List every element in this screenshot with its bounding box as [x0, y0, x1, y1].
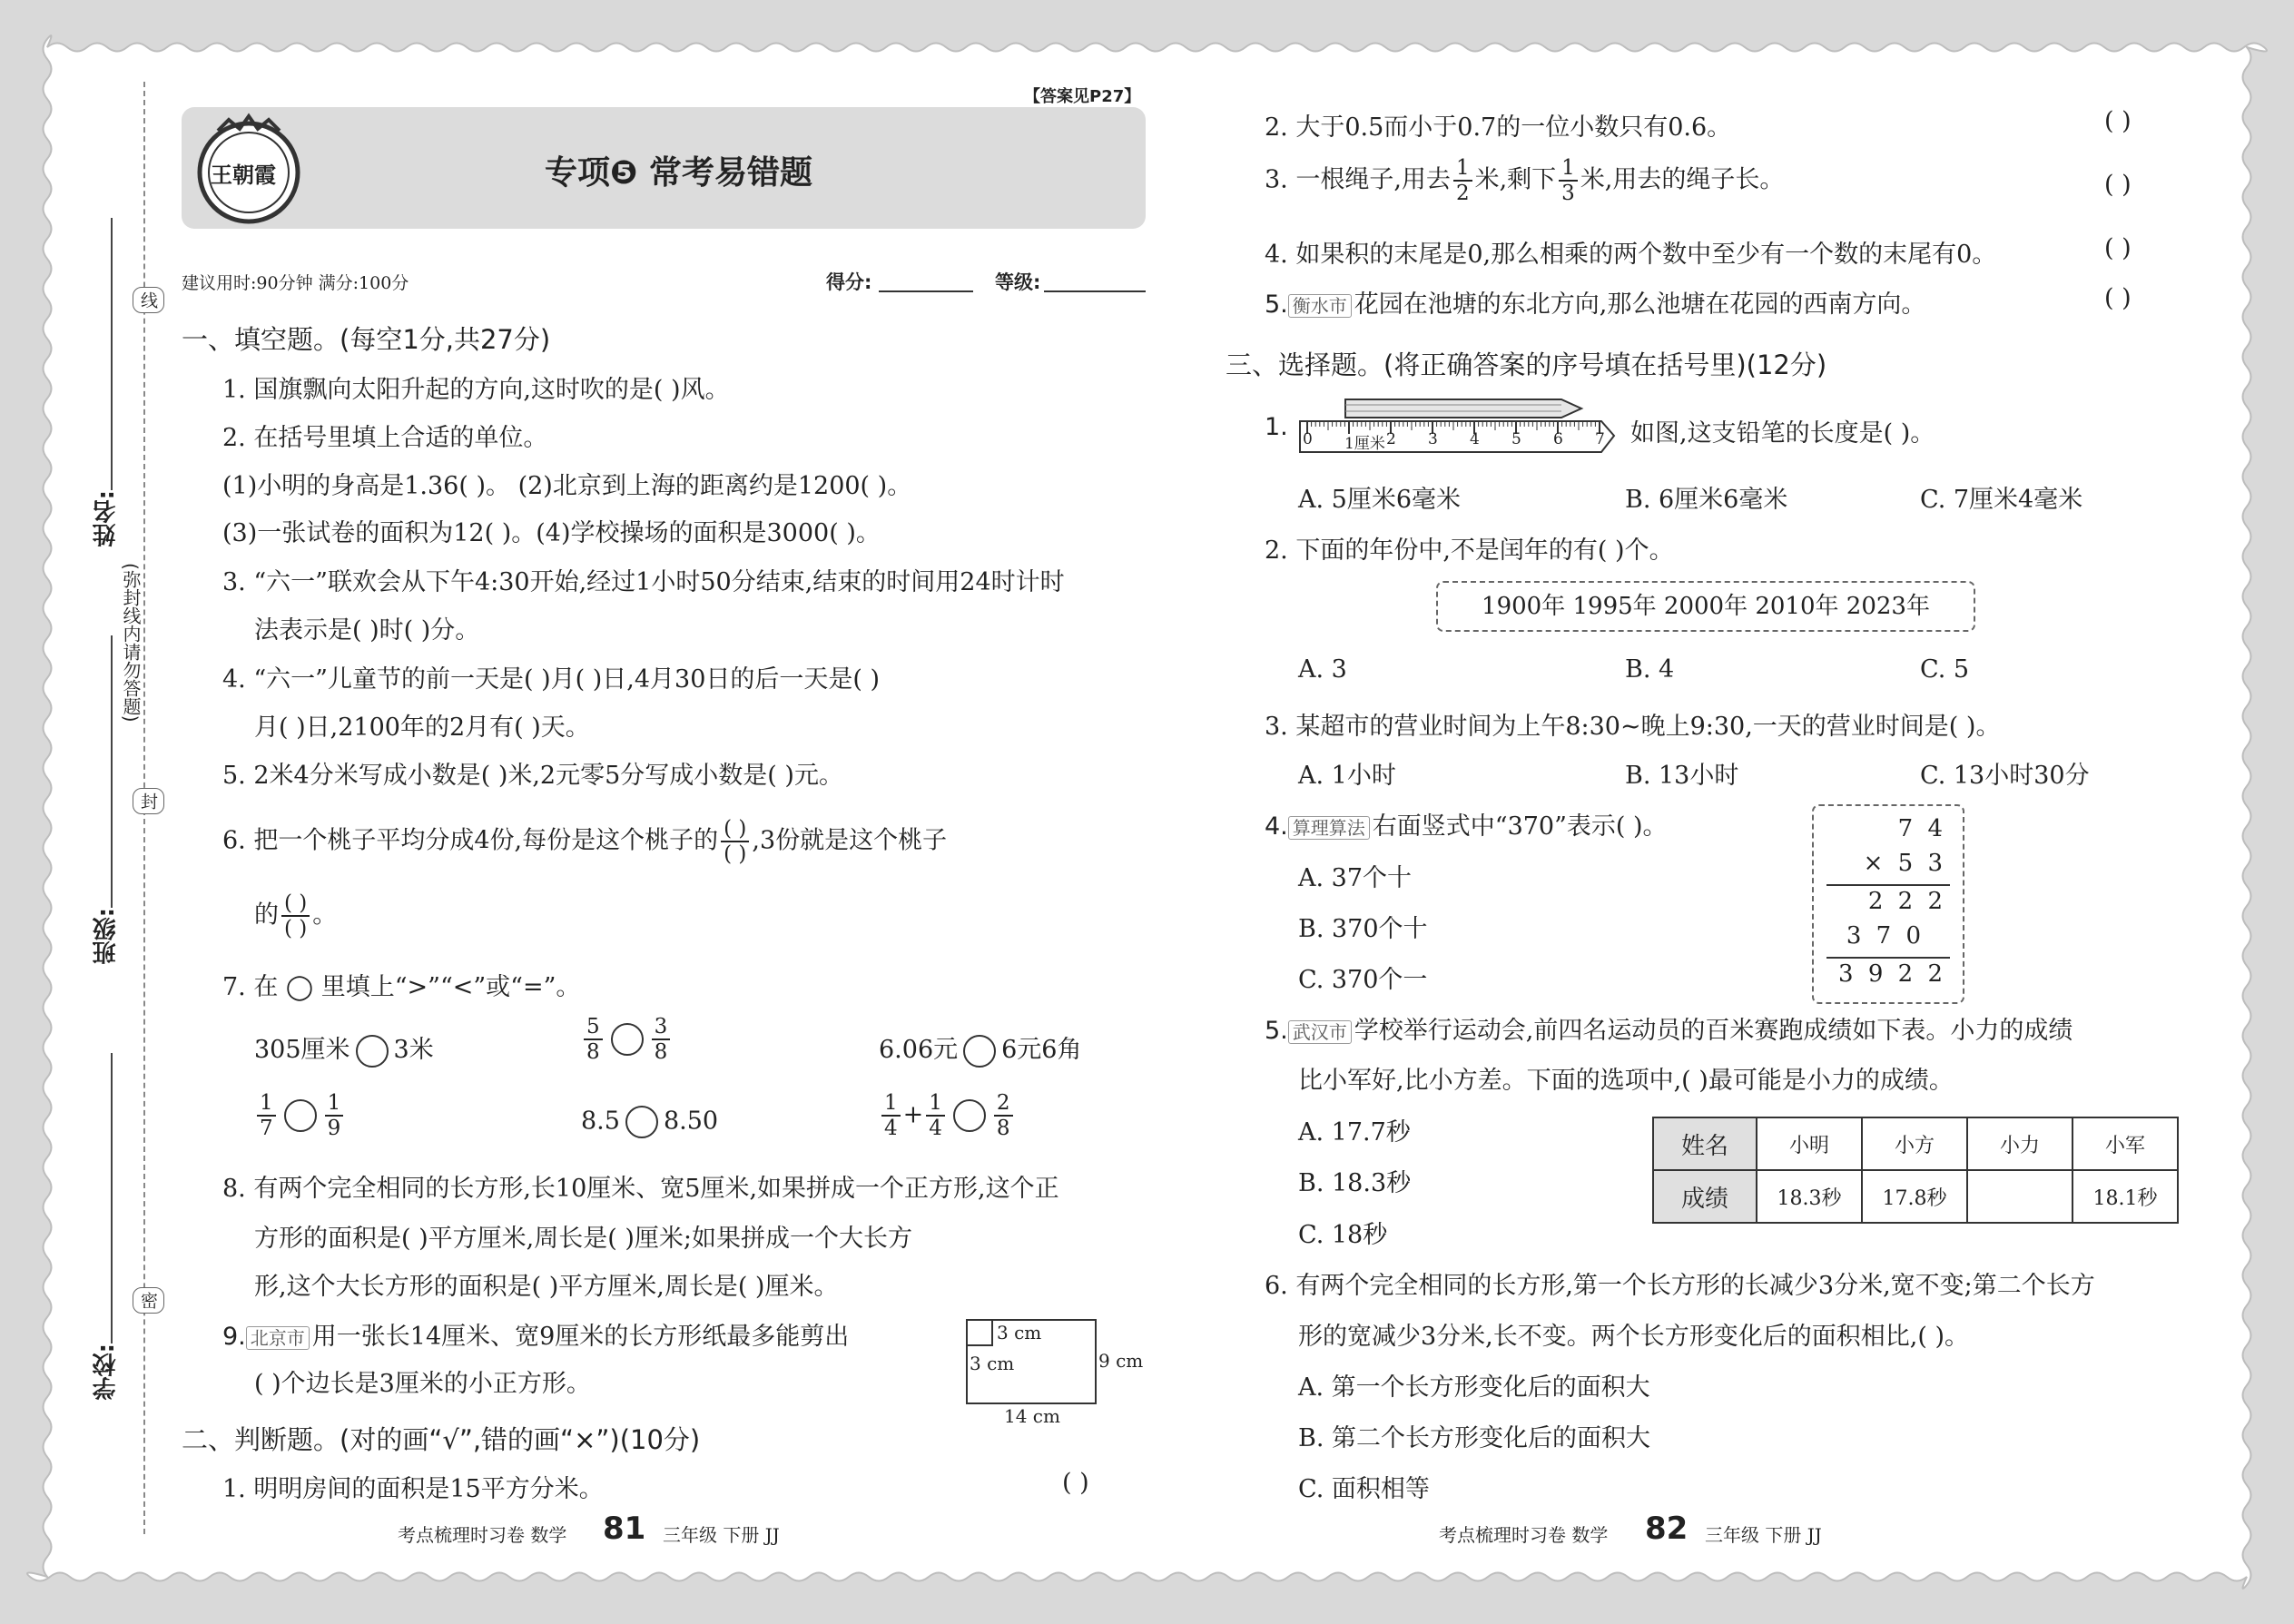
fig-14cm: 14 cm: [1004, 1405, 1060, 1427]
frac-den: ( ): [284, 917, 308, 940]
grade-label: 等级:: [995, 271, 1041, 293]
compare-circle[interactable]: [356, 1035, 389, 1068]
s3-q6-opt-c[interactable]: C. 面积相等: [1298, 1475, 1430, 1503]
s3-q5-text: 学校举行运动会,前四名运动员的百米赛跑成绩如下表。小力的成绩: [1354, 1017, 2073, 1045]
compare-circle[interactable]: [284, 1099, 317, 1132]
cmp-right: 8.50: [663, 1107, 719, 1136]
cmp-left: 6.06元: [879, 1036, 959, 1064]
s2-q3-text: 3. 一根绳子,用去: [1265, 165, 1451, 194]
s1-q8-c: 形,这个大长方形的面积是( )平方厘米,周长是( )厘米。: [254, 1273, 839, 1301]
s1-q9-a: [222, 1316, 849, 1352]
answer-paren[interactable]: ( ): [1062, 1469, 1089, 1497]
vertical-multiplication: [1812, 804, 1964, 1004]
q-number: 9.: [222, 1323, 246, 1351]
logo-text: 王朝霞: [211, 162, 276, 188]
s3-q5-a: [1265, 1010, 2072, 1046]
cmp-left: 8.5: [581, 1107, 620, 1136]
s3-q4-opt-a[interactable]: A. 37个十: [1298, 864, 1413, 892]
compare-circle[interactable]: [963, 1035, 996, 1068]
score-field[interactable]: [879, 290, 973, 292]
footer-book: 考点梳理时习卷 数学: [1439, 1524, 1609, 1546]
s1-q3-a: 3. “六一”联欢会从下午4:30开始,经过1小时50分结束,结束的时间用24时计时: [222, 568, 1065, 596]
vm-row4: 3 7 0: [1846, 922, 1925, 950]
page-title: 专项❺ 常考易错题: [545, 154, 813, 192]
s3-q3-opt-c[interactable]: C. 13小时30分: [1920, 762, 2090, 790]
s1-q6-c: 的 $\frac{( )}{( )}$ 。: [254, 891, 338, 940]
s1-q1: 1. 国旗飘向太阳升起的方向,这时吹的是( )风。: [222, 376, 730, 404]
page-number: 81: [603, 1511, 646, 1547]
score-label: 得分:: [826, 271, 872, 293]
table-cell: 小力: [1967, 1117, 2072, 1170]
s3-q1-opt-a[interactable]: A. 5厘米6毫米: [1298, 486, 1462, 514]
frac-num: 1: [1453, 156, 1472, 182]
s1-q2-a: (1)小明的身高是1.36( )。 (2)北京到上海的距离约是1200( )。: [222, 472, 912, 500]
q-number: 5.: [1265, 1017, 1288, 1045]
s3-q4-opt-b[interactable]: B. 370个十: [1298, 915, 1428, 943]
frac-den: 3: [1561, 182, 1575, 205]
class-field[interactable]: [111, 635, 113, 908]
vm-row3: 2 2 2: [1867, 888, 1946, 915]
ruler-tick-label: 1厘米: [1344, 435, 1385, 453]
vm-line2: [1826, 957, 1950, 959]
name-label: 姓名:: [93, 490, 120, 547]
s3-q2-opt-b[interactable]: B. 4: [1625, 655, 1675, 684]
plus-sign: +: [902, 1100, 924, 1129]
fig-3cm-top: 3 cm: [997, 1322, 1042, 1343]
frac-num: ( ): [721, 817, 749, 842]
table-cell: 18.1秒: [2072, 1170, 2178, 1223]
s3-q5-opt-b[interactable]: B. 18.3秒: [1298, 1169, 1412, 1197]
footer-grade: 三年级 下册 JJ: [1705, 1524, 1822, 1546]
region-tag: 北京市: [246, 1326, 310, 1350]
cmp-1: [254, 1029, 434, 1068]
s1-q9-b: ( )个边长是3厘米的小正方形。: [254, 1370, 591, 1398]
s3-q1-opt-b[interactable]: B. 6厘米6毫米: [1625, 486, 1788, 514]
compare-circle[interactable]: [625, 1106, 658, 1138]
table-cell: [1967, 1170, 2072, 1223]
cmp-6: $\frac{1}{4}$ + $\frac{1}{4}$ $\frac{2}{8}$: [879, 1091, 1016, 1140]
s2-q3-text2: 米,剩下: [1474, 165, 1557, 194]
s3-q2: 2. 下面的年份中,不是闰年的有( )个。: [1265, 536, 1674, 565]
s1-q9-text: 用一张长14厘米、宽9厘米的长方形纸最多能剪出: [311, 1323, 850, 1351]
region-tag: 衡水市: [1288, 294, 1352, 318]
binding-notice: (弥封线内请勿答题): [120, 563, 142, 723]
frac-num: ( ): [281, 891, 310, 917]
s3-q5-opt-c[interactable]: C. 18秒: [1298, 1221, 1388, 1249]
table-cell: 成绩: [1653, 1170, 1757, 1223]
section2-heading: 二、判断题。(对的画“√”,错的画“×”)(10分): [182, 1424, 701, 1455]
q-number: 1.: [1265, 413, 1288, 441]
school-label: 学校:: [93, 1343, 120, 1401]
compare-circle[interactable]: [953, 1099, 986, 1132]
s3-q4-opt-c[interactable]: C. 370个一: [1298, 966, 1428, 994]
ruler-tick-label: 5: [1511, 430, 1521, 448]
q-number: 4.: [1265, 812, 1288, 841]
s2-q4: 4. 如果积的末尾是0,那么相乘的两个数中至少有一个数的末尾有0。: [1265, 241, 1997, 269]
fraction-blank[interactable]: [721, 817, 749, 866]
answer-paren[interactable]: ( ): [2104, 284, 2132, 312]
name-field[interactable]: [111, 218, 113, 490]
s3-q2-opt-a[interactable]: A. 3: [1298, 655, 1347, 684]
cmp-right: 3米: [393, 1036, 434, 1064]
s1-q8-a: 8. 有两个完全相同的长方形,长10厘米、宽5厘米,如果拼成一个正方形,这个正: [222, 1175, 1059, 1203]
q-number: 5.: [1265, 290, 1288, 319]
ruler-labels: [1289, 427, 1621, 454]
s1-q5: 5. 2米4分米写成小数是( )米,2元零5分写成小数是( )元。: [222, 762, 843, 790]
s1-q4-b: 月( )日,2100年的2月有( )天。: [254, 714, 590, 742]
region-tag: 武汉市: [1288, 1020, 1352, 1044]
ruler-tick-label: 6: [1553, 430, 1563, 448]
s3-q6-b: 形的宽减少3分米,长不变。两个长方形变化后的面积相比,( )。: [1298, 1323, 1969, 1351]
compare-circle[interactable]: [611, 1023, 644, 1056]
table-cell: 小方: [1862, 1117, 1967, 1170]
cmp-left: 305厘米: [254, 1036, 350, 1064]
s2-q1: 1. 明明房间的面积是15平方分米。: [222, 1475, 604, 1503]
s1-q2-b: (3)一张试卷的面积为12( )。(4)学校操场的面积是3000( )。: [222, 519, 881, 547]
frac-den: ( ): [724, 842, 747, 866]
s3-q1-opt-c[interactable]: C. 7厘米4毫米: [1920, 486, 2083, 514]
table-cell: 18.3秒: [1757, 1170, 1862, 1223]
ruler-tick-label: 0: [1303, 430, 1313, 448]
ruler-tick-label: 7: [1595, 430, 1605, 448]
years-box: 1900年 1995年 2000年 2010年 2023年: [1436, 581, 1975, 632]
page-number: 82: [1645, 1511, 1689, 1547]
answer-ref: 【答案见P27】: [1024, 87, 1141, 106]
s3-q6-opt-a[interactable]: A. 第一个长方形变化后的面积大: [1298, 1373, 1650, 1402]
time-info: 建议用时:90分钟 满分:100分: [182, 273, 409, 293]
s1-q6-a: [222, 817, 947, 866]
ruler-tick-label: 4: [1470, 430, 1480, 448]
s3-q3-opt-a[interactable]: A. 1小时: [1298, 762, 1396, 790]
s3-q6-opt-b[interactable]: B. 第二个长方形变化后的面积大: [1298, 1424, 1651, 1452]
s3-q2-opt-c[interactable]: C. 5: [1920, 655, 1970, 684]
s1-q6-text3: 的: [254, 901, 279, 930]
s3-q5-b: 比小军好,比小方差。下面的选项中,( )最可能是小力的成绩。: [1298, 1067, 1954, 1095]
frac-den: 2: [1455, 182, 1470, 205]
s1-q6-text2: ,3份就是这个桃子: [752, 826, 948, 855]
s2-q2: 2. 大于0.5而小于0.7的一位小数只有0.6。: [1265, 113, 1732, 142]
s2-q5: [1265, 284, 1925, 320]
cmp-right: 6元6角: [1001, 1036, 1082, 1064]
section3-heading: 三、选择题。(将正确答案的序号填在括号里)(12分): [1226, 349, 1827, 380]
grade-field[interactable]: [1044, 290, 1146, 292]
footer-grade: 三年级 下册 JJ: [663, 1524, 780, 1546]
s1-q6-text: 6. 把一个桃子平均分成4份,每份是这个桃子的: [222, 826, 719, 855]
school-field[interactable]: [111, 1053, 113, 1343]
binding-mark-mi: 密: [133, 1287, 164, 1314]
s1-q4-a: 4. “六一”儿童节的前一天是( )月( )日,4月30日的后一天是( ): [222, 665, 881, 694]
s3-q4-text: 右面竖式中“370”表示( )。: [1372, 812, 1668, 841]
s3-q6-a: 6. 有两个完全相同的长方形,第一个长方形的长减少3分米,宽不变;第二个长方: [1265, 1272, 2095, 1300]
footer-book: 考点梳理时习卷 数学: [398, 1524, 567, 1546]
table-row: [1653, 1117, 2178, 1170]
vm-row5: 3 9 2 2: [1838, 960, 1946, 988]
cmp-5: [581, 1106, 718, 1138]
cmp-3: [879, 1029, 1081, 1068]
s3-q5-opt-a[interactable]: A. 17.7秒: [1298, 1118, 1411, 1147]
small-square: [968, 1321, 993, 1346]
s3-q4: [1265, 806, 1668, 842]
s2-q3-text3: 米,用去的绳子长。: [1580, 165, 1785, 194]
topic-tag: 算理算法: [1288, 816, 1370, 840]
s3-q1: 如图,这支铅笔的长度是( )。: [1630, 419, 1935, 448]
answer-paren[interactable]: ( ): [2104, 107, 2132, 135]
vm-line1: [1826, 884, 1950, 886]
fig-3cm-left: 3 cm: [970, 1353, 1015, 1374]
s1-q8-b: 方形的面积是( )平方厘米,周长是( )厘米;如果拼成一个大长方: [254, 1225, 912, 1253]
ruler-tick-label: 2: [1386, 430, 1396, 448]
vm-row1: 7 4: [1897, 815, 1946, 842]
results-table: [1652, 1117, 2179, 1224]
s2-q3: [1265, 156, 1784, 205]
cmp-2: $\frac{5}{8}$ $\frac{3}{8}$: [581, 1015, 673, 1064]
table-row: [1653, 1170, 2178, 1223]
vm-row2: × 5 3: [1863, 850, 1946, 877]
table-cell: 17.8秒: [1862, 1170, 1967, 1223]
answer-paren[interactable]: ( ): [2104, 171, 2132, 199]
s3-q3: 3. 某超市的营业时间为上午8:30~晚上9:30,一天的营业时间是( )。: [1265, 713, 2001, 741]
frac-num: 1: [1559, 156, 1578, 182]
table-cell: 小军: [2072, 1117, 2178, 1170]
fig-9cm: 9 cm: [1098, 1350, 1144, 1372]
section1-heading: 一、填空题。(每空1分,共27分): [182, 324, 551, 355]
s1-q7: 7. 在 ◯ 里填上“>”“<”或“=”。: [222, 973, 581, 1001]
fraction-blank[interactable]: [281, 891, 310, 940]
ruler-tick-label: 3: [1428, 430, 1438, 448]
class-label: 班级:: [93, 908, 120, 965]
s3-q3-opt-b[interactable]: B. 13小时: [1625, 762, 1739, 790]
s1-q2: 2. 在括号里填上合适的单位。: [222, 424, 548, 452]
table-cell: 姓名: [1653, 1117, 1757, 1170]
answer-paren[interactable]: ( ): [2104, 234, 2132, 262]
cmp-4: $\frac{1}{7}$ $\frac{1}{9}$: [254, 1091, 346, 1140]
binding-mark-feng: 封: [133, 788, 164, 814]
s2-q5-text: 花园在池塘的东北方向,那么池塘在花园的西南方向。: [1354, 290, 1926, 319]
table-cell: 小明: [1757, 1117, 1862, 1170]
s1-q3-b: 法表示是( )时( )分。: [254, 616, 480, 645]
binding-mark-xian: 线: [133, 287, 164, 313]
